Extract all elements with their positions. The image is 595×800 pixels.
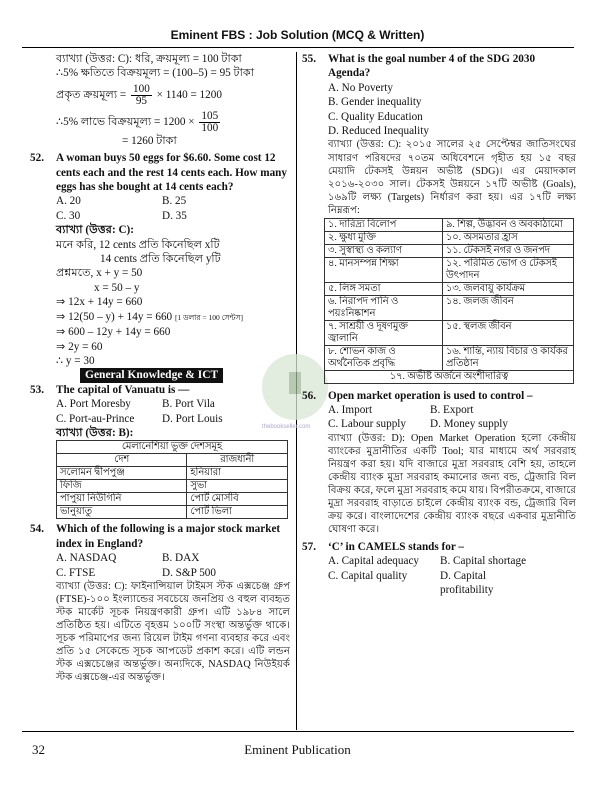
table-row: ১. দারিদ্র্য বিলোপ ৯. শিল্প, উদ্ভাবন ও অবকাঠামো	[325, 218, 574, 231]
q51-calc-1: প্রকৃত ক্রয়মূল্য = $\frac{100}{95}$ × 1140 = 1200	[56, 82, 222, 107]
page-header: Eminent FBS : Job Solution (MCQ & Written)	[170, 28, 425, 42]
table-row: ১৭. অভীষ্ট অর্জনে অংশীদারিত্ব	[325, 370, 574, 383]
q54-explanation: ব্যাখ্যা (উত্তর: C): ফাইনান্সিয়াল টাইমস স্টক এক্সচেঞ্জ গ্রুপ (FTSE)-১০০ ইংল্যান্ডের সবচেয়ে জনপ্রিয় ও বহুল ব্যবহৃত স্টক মার্কেট সূচক নিয়ন্ত্রণকারী গ্রুপ। এটি ১৯৮৪ সালে প্রতিষ্ঠিত হয়। এটিতে বৃহত্তম ১০০টি সংস্থা অন্তর্ভুক্ত থাকে। সূচক পরিমাপের জন্য রিয়েল টাইম গণনা ব্যবহার করে এবং প্রতি ১৫ সেকেন্ডে সূচক আপডেট প্রকাশ করে। এটি লন্ডন স্টক এক্সচেঞ্জের অন্তর্ভুক্ত। অন্যদিকে, NASDAQ নিউইয়র্ক স্টক এক্সচেঞ্জ-এর অন্তর্ভুক্ত।	[56, 580, 290, 683]
q55-option: B. Gender inequality	[328, 96, 422, 109]
melanesia-table	[56, 440, 288, 519]
table-row: ফিজি সুভা	[57, 480, 288, 493]
table-row: ৪. মানসম্পন্ন শিক্ষা ১২. পরিমিত ভোগ ও টেকসই উৎপাদন	[325, 257, 574, 282]
table-row: ৬. নিরাপদ পানি ও পয়ঃনিষ্কাশন ১৪. জলজ জীবন	[325, 295, 574, 320]
right-column	[302, 52, 576, 598]
q57-options-row1: A. Capital adequacy B. Capital shortage	[328, 555, 527, 568]
q56-options-row1: A. Import B. Export	[328, 404, 474, 417]
q54-question: 54. Which of the following is a major stock market index in England?	[30, 523, 281, 550]
left-column	[30, 52, 290, 684]
table-row: সলোমন দ্বীপপুঞ্জ হনিয়ারা	[57, 467, 288, 480]
q52-work: 14 cents প্রতি কিনেছিল yটি	[100, 253, 221, 266]
q52-work: ⇒ 600 – 12y + 14y = 660	[56, 326, 171, 339]
publisher-name: Eminent Publication	[244, 742, 351, 757]
table-header: রাজধানী	[187, 454, 288, 467]
table-row: পাপুয়া নিউগিনি পোর্ট মোর্সবি	[57, 493, 288, 506]
page-number: 32	[32, 742, 45, 757]
q56-question: 56. Open market operation is used to control –	[302, 389, 533, 402]
table-row: ভানুয়াতু পোর্ট ভিলা	[57, 506, 288, 519]
q53-question: 53. The capital of Vanuatu is —	[30, 383, 190, 396]
watermark-text: thebookseller.com	[262, 424, 311, 430]
q52-work: ⇒ 12x + 14y = 660	[56, 296, 143, 309]
q52-work: প্রশ্নমতে, x + y = 50	[56, 267, 143, 280]
q54-options-row1: A. NASDAQ B. DAX	[56, 552, 200, 565]
q52-work: ⇒ 12(50 – y) + 14y = 660 [1 ডলার = 100 সেন্টস]	[56, 310, 243, 323]
q52-question: 52. A woman buys 50 eggs for $6.60. Some cost 12 cents each and the rest 14 cents each. How many eggs has she bought at 14 cents each?	[30, 152, 287, 194]
q55-option: C. Quality Education	[328, 110, 423, 123]
q52-work: ∴ y = 30	[56, 354, 95, 367]
q56-explanation: ব্যাখ্যা (উত্তর: D): Open Market Operation হলো কেন্দ্রীয় ব্যাংকের মুদ্রানীতির একটি Tool; যার মাধ্যমে অর্থ সরবরাহ নিয়ন্ত্রণ করা হয়। যদি বাজারে মুদ্রা সরবরাহ বেশি হয়, তাহলে কেন্দ্রীয় ব্যাংক মুদ্রা সরবরাহ কমানোর জন্য বন্ড, ট্রেজারি বিল বিক্রয় করে, ফলে মুদ্রা সরবরাহ কমে যায়। বিপরীতক্রমে, বাজারে মুদ্রা সরবরাহ বাড়াতে চাইলে কেন্দ্রীয় ব্যাংক বন্ড, ট্রেজারি বিল ক্রয় করে। বাংলাদেশের কেন্দ্রীয় ব্যাংক বছরে একবার মুদ্রানীতি ঘোষণা করে।	[328, 432, 576, 535]
q53-options-row1: A. Port Moresby B. Port Vila	[56, 398, 215, 411]
q57-options-row2: C. Capital quality D. Capital profitability	[328, 569, 494, 597]
fraction: $\frac{100}{95}$	[133, 82, 150, 107]
sdg-goals-table	[324, 218, 574, 384]
footer-rule	[22, 731, 574, 732]
section-heading: General Knowledge & ICT	[80, 368, 223, 382]
table-row: ৩. সুস্বাস্থ্য ও কল্যাণ ১১. টেকসই নগর ও জনপদ	[325, 244, 574, 257]
q56-options-row2: C. Labour supply D. Money supply	[328, 418, 509, 431]
q55-question: 55. What is the goal number 4 of the SDG 2030 Agenda?	[302, 53, 536, 80]
q53-options-row2: C. Port-au-Prince D. Port Louis	[56, 412, 223, 425]
q54-options-row2: C. FTSE D. S&P 500	[56, 566, 216, 579]
table-row: ৮. শোভন কাজ ও অর্থনৈতিক প্রবৃদ্ধি ১৬. শান্তি, ন্যায় বিচার ও কার্যকর প্রতিষ্ঠান	[325, 345, 574, 370]
q55-option: A. No Poverty	[328, 81, 393, 94]
fraction: $\frac{105}{100}$	[201, 109, 219, 134]
q52-options-row2: C. 30 D. 35	[56, 209, 187, 222]
q51-calc-2: ∴5% লাভে বিক্রয়মূল্য = 1200 × $\frac{105}{100}$	[56, 109, 219, 134]
q52-answer: ব্যাখ্যা (উত্তর: C):	[56, 224, 134, 237]
q55-option: D. Reduced Inequality	[328, 125, 429, 138]
q55-explanation: ব্যাখ্যা (উত্তর: C): ২০১৫ সালের ২৫ সেপ্টেম্বর জাতিসংঘের সাধারণ পরিষদের ৭০তম অধিবেশনে গৃহীত হয় ১৫ বছর মেয়াদি টেকসই উন্নয়ন অভীষ্ট (SDG)। এর মেয়াদকাল ২০১৬-২০৩০ সাল। টেকসই উন্নয়নে ১৭টি অভীষ্ট (Goals), ১৬৯টি লক্ষ্য (Targets) নির্ধারণ করা হয়। এর ১৭টি লক্ষ্য নিম্নরূপ:	[328, 139, 576, 217]
table-row: ২. ক্ষুধা মুক্তি ১০. অসমতার হ্রাস	[325, 231, 574, 244]
q51-answer-line: ব্যাখ্যা (উত্তর: C): ধরি, ক্রয়মূল্য = 100 টাকা	[56, 53, 242, 65]
table-row: ৭. সাশ্রয়ী ও দূষণমুক্ত জ্বালানি ১৫. স্থলজ জীবন	[325, 320, 574, 345]
header-rule	[22, 47, 574, 48]
q51-work-line: ∴5% ক্ষতিতে বিক্রয়মূল্য = (100–5) = 95 টাকা	[56, 67, 254, 80]
q52-options-row1: A. 20 B. 25	[56, 195, 187, 208]
q52-work: x = 50 – y	[94, 281, 140, 294]
q52-work: ⇒ 2y = 60	[56, 340, 103, 353]
q52-work: মনে করি, 12 cents প্রতি কিনেছিল xটি	[56, 238, 220, 251]
q57-question: 57. ‘C’ in CAMELS stands for –	[302, 540, 465, 553]
q53-answer: ব্যাখ্যা (উত্তর: B):	[56, 426, 134, 439]
q51-result: = 1260 টাকা	[122, 134, 177, 147]
table-row: ৫. লিঙ্গ সমতা ১৩. জলবায়ু কার্যক্রম	[325, 282, 574, 295]
table-header: দেশ	[57, 454, 187, 467]
table-title: মেলানেশিয়া ভুক্ত দেশসমূহ	[57, 441, 288, 454]
